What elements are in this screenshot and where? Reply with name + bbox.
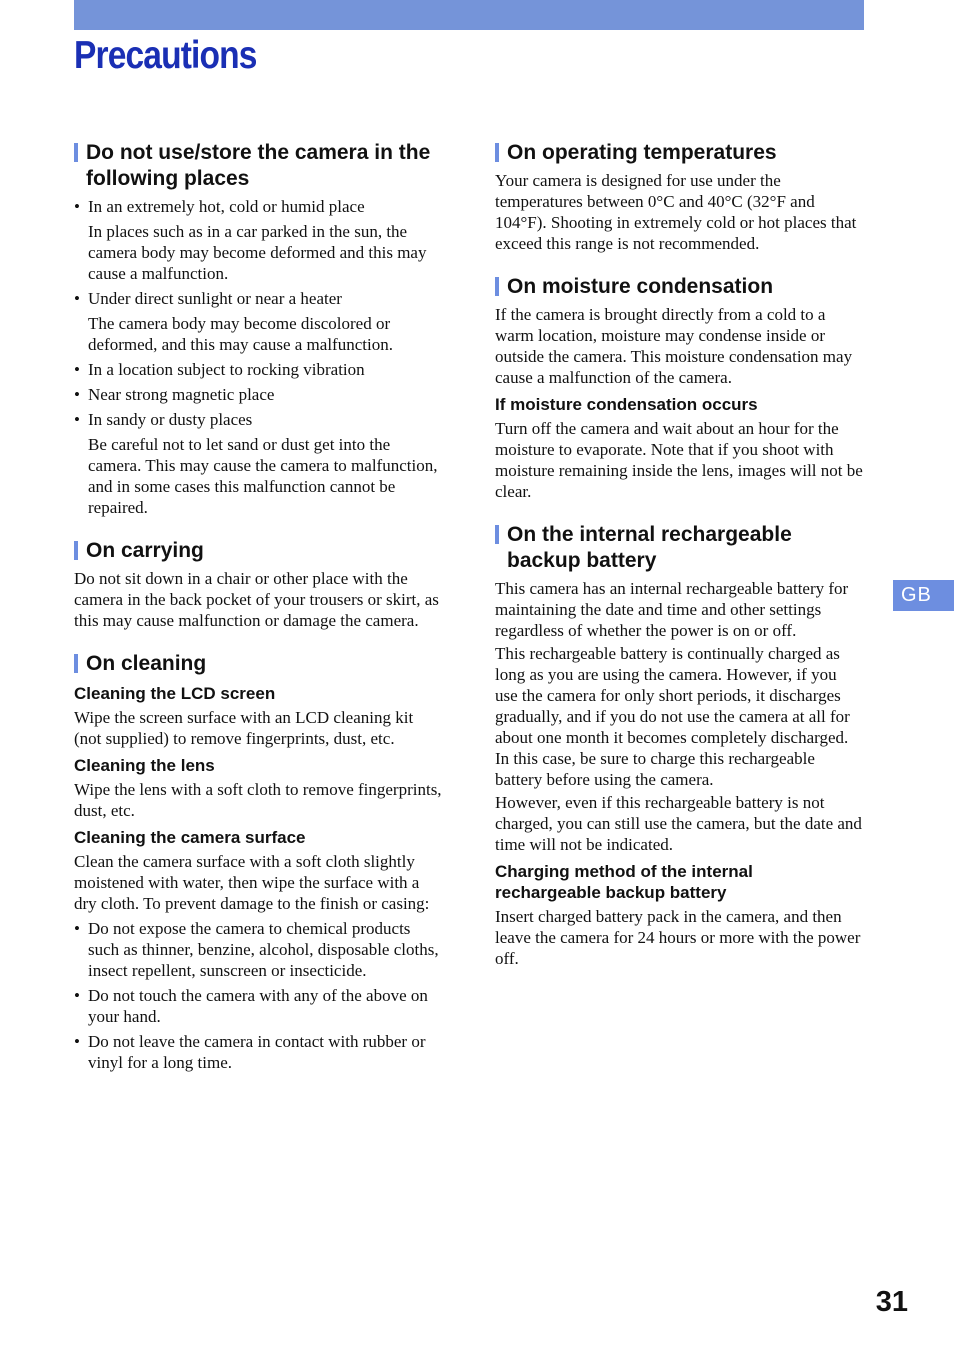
list-item-detail: The camera body may become discolored or deformed, and this may cause a malfunction. (88, 314, 393, 354)
cleaning-list (74, 918, 444, 1073)
list-item: • In an extremely hot, cold or humid place In places such as in a car parked in the sun, the camera body may become deformed and this may cause a malfunction. (74, 196, 444, 284)
list-item-detail: Be careful not to let sand or dust get into the camera. This may cause the camera to malfunction, and in some cases this malfunction cannot be repaired. (88, 435, 438, 517)
header-bar (74, 0, 864, 30)
sub-heading: Charging method of the internal rechargeable backup battery (495, 862, 753, 902)
section-condensation (495, 274, 863, 502)
section-heading: On carrying (74, 538, 444, 564)
section-heading: On the internal rechargeable backup battery (495, 522, 863, 574)
page-number: 31 (875, 1286, 908, 1318)
section-body: Wipe the screen surface with an LCD cleaning kit (not supplied) to remove fingerprints, dust, etc. (74, 708, 414, 748)
list-item-detail: In places such as in a car parked in the sun, the camera body may become deformed and this may cause a malfunction. (88, 222, 427, 283)
section-heading: On operating temperatures (495, 140, 863, 166)
list-item: • In sandy or dusty places Be careful not to let sand or dust get into the camera. This may cause the camera to malfunction, and in some cases this malfunction cannot be repaired. (74, 409, 444, 518)
section-body: Do not sit down in a chair or other place with the camera in the back pocket of your trousers or skirt, as this may cause malfunction or damage the camera. (74, 569, 439, 630)
section-body: Turn off the camera and wait about an hour for the moisture to evaporate. Note that if you shoot with moisture remaining inside the lens, images will not be clear. (495, 419, 863, 501)
bullet-icon: • (74, 986, 80, 1005)
bullet-icon: • (74, 919, 80, 938)
bullet-icon: • (74, 197, 80, 216)
section-body: This camera has an internal rechargeable battery for maintaining the date and time and other settings regardless of whether the power is on or off. (495, 579, 849, 640)
sub-heading: Cleaning the camera surface (74, 828, 306, 847)
places-list (74, 196, 444, 518)
section-body: This rechargeable battery is continually charged as long as you are using the camera. However, if you use the camera for only short periods, it discharges gradually, and if you do not use the camera at all for about one month it becomes completely discharged. In this case, be sure to charge this rechargeable battery before using the camera. (495, 644, 850, 789)
left-column (74, 140, 444, 1093)
section-body: However, even if this rechargeable battery is not charged, you can still use the camera, but the date and time will not be indicated. (495, 793, 862, 854)
bullet-icon: • (74, 385, 80, 404)
list-item: • Do not leave the camera in contact with rubber or vinyl for a long time. (74, 1032, 426, 1072)
section-places (74, 140, 444, 518)
section-heading: On cleaning (74, 651, 444, 677)
page-title: Precautions (74, 34, 257, 77)
bullet-icon: • (74, 360, 80, 379)
sub-heading: If moisture condensation occurs (495, 395, 758, 414)
section-body: If the camera is brought directly from a cold to a warm location, moisture may condense inside or outside the camera. This moisture condensation may cause a malfunction of the camera. (495, 305, 853, 387)
section-body: Insert charged battery pack in the camera, and then leave the camera for 24 hours or more with the power off. (495, 907, 861, 968)
list-item: • Under direct sunlight or near a heater The camera body may become discolored or deformed, and this may cause a malfunction. (74, 288, 444, 355)
right-column (495, 140, 863, 989)
language-tab: GB (893, 580, 954, 611)
section-body: Your camera is designed for use under the temperatures between 0°C and 40°C (32°F and 104°F). Shooting in extremely cold or hot places that exceed this range is not recommended. (495, 171, 857, 253)
section-carrying (74, 538, 444, 631)
section-battery (495, 522, 863, 969)
section-body: Wipe the lens with a soft cloth to remove fingerprints, dust, etc. (74, 780, 442, 820)
bullet-icon: • (74, 289, 80, 308)
list-item: • Near strong magnetic place (74, 385, 275, 404)
sub-heading: Cleaning the lens (74, 756, 215, 775)
section-temperatures (495, 140, 863, 254)
list-item: • Do not touch the camera with any of the above on your hand. (74, 986, 428, 1026)
list-item: • Do not expose the camera to chemical products such as thinner, benzine, alcohol, disposable cloths, insect repellent, sunscreen or insecticide. (74, 919, 439, 980)
bullet-icon: • (74, 410, 80, 429)
list-item: • In a location subject to rocking vibration (74, 360, 365, 379)
bullet-icon: • (74, 1032, 80, 1051)
section-body: Clean the camera surface with a soft cloth slightly moistened with water, then wipe the surface with a dry cloth. To prevent damage to the finish or casing: (74, 852, 430, 913)
section-heading: On moisture condensation (495, 274, 863, 300)
section-cleaning (74, 651, 444, 1073)
sub-heading: Cleaning the LCD screen (74, 684, 276, 703)
section-heading: Do not use/store the camera in the following places (74, 140, 444, 192)
